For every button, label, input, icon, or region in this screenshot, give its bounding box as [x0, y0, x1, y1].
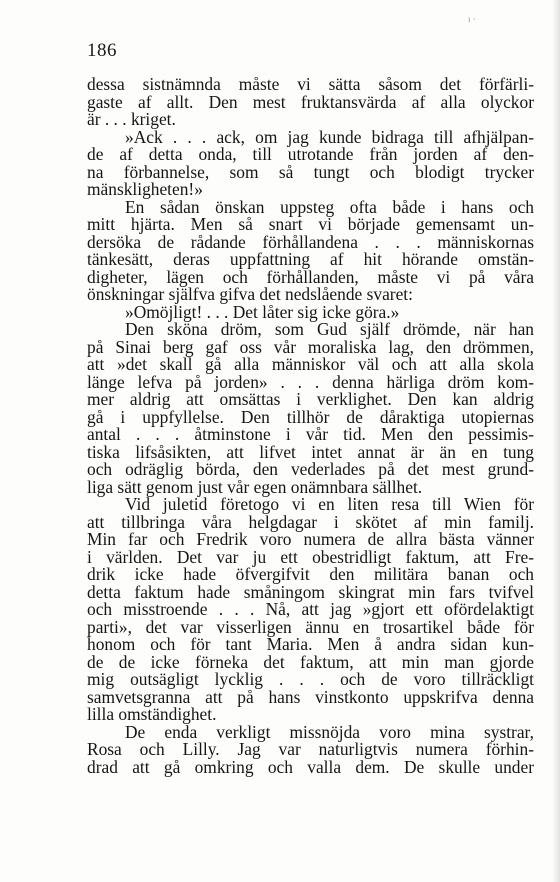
- text-line: gå i uppfyllelse. Den tillhör de dåraktiga utopiernas: [87, 406, 534, 427]
- text-line: drik icke hade öfvergifvit den militära banan och: [87, 564, 534, 584]
- text-line: i världen. Det var ju ett obestridligt faktum, att Fre-: [87, 546, 534, 567]
- text-line: Min far och Fredrik voro numera de allra bästa vänner: [87, 529, 534, 549]
- text-line: Rosa och Lilly. Jag var naturligtvis numera förhin-: [87, 739, 534, 759]
- text-line: på Sinai berg gaf oss vår moraliska lag, den drömmen,: [87, 336, 534, 357]
- text-line: dersöka de rådande förhållandena . . . människornas: [87, 231, 534, 252]
- text-line: tiska lifsåsikten, att lifvet intet annat är än en tung: [87, 441, 534, 462]
- text-line: att tillbringa våra helgdagar i skötet af min familj.: [87, 511, 534, 532]
- text-line: liga sätt genom just vår egen onämnbara sällhet.: [87, 476, 423, 497]
- text-line: önskningar själfva gifva det nedslående svaret:: [87, 284, 413, 304]
- body-text: [87, 76, 534, 776]
- text-line: na förbannelse, som så tungt och blodigt trycker: [87, 161, 534, 182]
- text-line: mitt hjärta. Men så snart vi började gemensamt un-: [87, 214, 534, 234]
- text-line: och odräglig börda, den vederlades på det mest grund-: [87, 459, 534, 479]
- text-line: mer aldrig att omsättas i verklighet. Den kan aldrig: [87, 389, 534, 409]
- text-line: tänkesätt, deras uppfattning af hit hörande omstän-: [87, 249, 534, 269]
- text-line: detta faktum hade småningom skingrat min fars tvifvel: [87, 581, 534, 602]
- text-line: är . . . kriget.: [87, 109, 176, 129]
- text-line: dessa sistnämnda måste vi sätta såsom det förfärli-: [87, 74, 534, 94]
- text-line: Vid juletid företogo vi en liten resa till Wien för: [125, 494, 534, 514]
- text-line: En sådan önskan uppsteg ofta både i hans och: [125, 196, 534, 217]
- text-line: att »det skall gå alla människor väl och att alla skola: [87, 354, 534, 374]
- text-line: antal . . . åtminstone i vår tid. Men den pessimis-: [87, 424, 534, 444]
- text-line: samvetsgranna att på hans vinstkonto uppskrifva denna: [87, 686, 534, 707]
- text-line: honom och för tant Maria. Men å andra sidan kun-: [87, 634, 534, 654]
- text-line: lilla omständighet.: [87, 704, 217, 724]
- text-line: »Ack . . . ack, om jag kunde bidraga till afhjälpan-: [125, 126, 534, 147]
- text-line: digheter, lägen och förhållanden, måste vi på våra: [87, 266, 534, 287]
- text-line: och misstroende . . . Nå, att jag »gjort ett ofördelaktigt: [87, 599, 534, 619]
- text-line: De enda verkligt missnöjda voro mina systrar,: [125, 721, 534, 742]
- text-line: »Omöjligt! . . . Det låter sig icke göra.»: [125, 301, 400, 322]
- text-line: gaste af allt. Den mest fruktansvärda af alla olyckor: [87, 91, 534, 112]
- text-line: de de icke förneka det faktum, att min man gjorde: [87, 651, 534, 672]
- page-edge-shadow: [552, 0, 560, 882]
- text-line: de af detta onda, till utrotande från jorden af den-: [87, 144, 534, 164]
- page-number: 186: [87, 40, 117, 61]
- text-line: drad att gå omkring och valla dem. De skulle under: [87, 756, 534, 777]
- text-line: mänskligheten!»: [87, 179, 203, 199]
- text-line: parti», det var visserligen ännu en trosartikel både för: [87, 616, 534, 637]
- text-line: länge lefva på jorden» . . . denna härliga dröm kom-: [87, 371, 534, 392]
- text-line: mig outsägligt lycklig . . . och de voro tillräckligt: [87, 669, 534, 689]
- text-line: Den sköna dröm, som Gud själf drömde, när han: [125, 319, 534, 339]
- margin-mark: ı ·: [468, 14, 476, 24]
